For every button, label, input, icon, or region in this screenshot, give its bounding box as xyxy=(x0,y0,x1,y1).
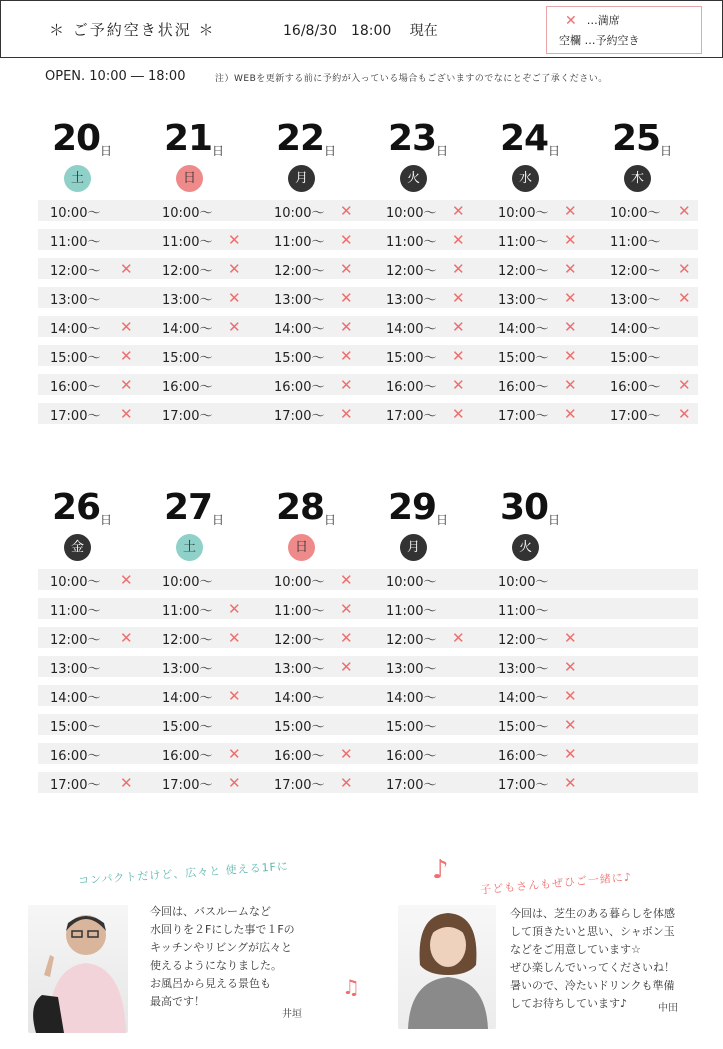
time-label: 15:00～ xyxy=(50,720,101,735)
time-label: 15:00～ xyxy=(498,351,549,366)
time-slot xyxy=(374,685,484,706)
full-x-icon: ✕ xyxy=(228,318,241,336)
time-label: 12:00～ xyxy=(498,264,549,279)
time-slot xyxy=(38,743,148,764)
time-label: 10:00～ xyxy=(498,206,549,221)
full-x-icon: ✕ xyxy=(340,318,353,336)
time-slot xyxy=(38,345,148,366)
full-x-icon: ✕ xyxy=(452,231,465,249)
day-date: 27 xyxy=(164,487,213,528)
full-x-icon: ✕ xyxy=(564,202,577,220)
time-slot xyxy=(598,200,708,221)
legend-empty: 空欄 …予約空き xyxy=(559,34,640,47)
full-x-icon: ✕ xyxy=(678,376,691,394)
weekday-badge: 土 xyxy=(64,165,91,192)
time-label: 11:00～ xyxy=(498,235,549,250)
time-slot xyxy=(374,569,484,590)
time-slot xyxy=(374,656,484,677)
full-x-icon: ✕ xyxy=(340,658,353,676)
full-x-icon: ✕ xyxy=(340,289,353,307)
day-date: 26 xyxy=(52,487,101,528)
time-slot xyxy=(150,374,260,395)
time-slot xyxy=(38,258,148,279)
time-slot xyxy=(486,374,596,395)
day-suffix: 日 xyxy=(436,144,449,158)
time-slot xyxy=(374,200,484,221)
time-slot xyxy=(262,403,372,424)
time-label: 13:00～ xyxy=(274,662,325,677)
full-x-icon: ✕ xyxy=(564,289,577,307)
time-label: 15:00～ xyxy=(610,351,661,366)
day-date: 28 xyxy=(276,487,325,528)
time-label: 17:00～ xyxy=(610,409,661,424)
day-date: 23 xyxy=(388,118,437,159)
time-slot xyxy=(150,258,260,279)
day-suffix: 日 xyxy=(548,513,561,527)
time-slot xyxy=(374,598,484,619)
time-slot xyxy=(38,316,148,337)
full-x-icon: ✕ xyxy=(120,571,133,589)
time-label: 11:00～ xyxy=(162,235,213,250)
full-x-icon: ✕ xyxy=(340,745,353,763)
day-date: 24 xyxy=(500,118,549,159)
time-slot xyxy=(486,229,596,250)
full-x-icon: ✕ xyxy=(564,629,577,647)
full-x-icon: ✕ xyxy=(340,202,353,220)
time-slot xyxy=(486,743,596,764)
time-label: 16:00～ xyxy=(50,749,101,764)
time-slot xyxy=(486,287,596,308)
time-slot xyxy=(38,656,148,677)
weekday-badge: 土 xyxy=(176,534,203,561)
time-slot xyxy=(38,229,148,250)
staff-catchphrase: コンパクトだけど、広々と 使える1Fに xyxy=(77,859,290,888)
day-suffix: 日 xyxy=(212,144,225,158)
full-x-icon: ✕ xyxy=(228,600,241,618)
time-label: 15:00～ xyxy=(162,720,213,735)
time-slot xyxy=(262,258,372,279)
full-x-icon: ✕ xyxy=(564,260,577,278)
time-slot xyxy=(598,229,708,250)
time-label: 17:00～ xyxy=(274,778,325,793)
full-x-icon: ✕ xyxy=(340,405,353,423)
time-slot xyxy=(38,569,148,590)
time-label: 15:00～ xyxy=(274,351,325,366)
time-label: 16:00～ xyxy=(162,749,213,764)
time-label: 12:00～ xyxy=(274,633,325,648)
day-date: 29 xyxy=(388,487,437,528)
full-x-icon: ✕ xyxy=(678,202,691,220)
full-x-icon: ✕ xyxy=(228,260,241,278)
time-label: 13:00～ xyxy=(610,293,661,308)
full-x-icon: ✕ xyxy=(228,231,241,249)
time-label: 15:00～ xyxy=(162,351,213,366)
full-x-icon: ✕ xyxy=(120,318,133,336)
day-suffix: 日 xyxy=(212,513,225,527)
full-x-icon: ✕ xyxy=(340,571,353,589)
day-date: 21 xyxy=(164,118,213,159)
full-x-icon: ✕ xyxy=(340,347,353,365)
full-x-icon: ✕ xyxy=(120,260,133,278)
time-slot xyxy=(262,627,372,648)
time-label: 11:00～ xyxy=(274,235,325,250)
time-label: 15:00～ xyxy=(498,720,549,735)
time-label: 10:00～ xyxy=(50,575,101,590)
time-slot xyxy=(598,345,708,366)
time-slot xyxy=(262,772,372,793)
time-slot xyxy=(150,403,260,424)
full-x-icon: ✕ xyxy=(452,376,465,394)
day-date: 25 xyxy=(612,118,661,159)
time-slot xyxy=(150,200,260,221)
full-x-icon: ✕ xyxy=(564,745,577,763)
music-note-icon: ♪ xyxy=(432,855,449,885)
day-suffix: 日 xyxy=(100,513,113,527)
full-x-icon: ✕ xyxy=(452,202,465,220)
time-slot xyxy=(38,374,148,395)
time-label: 10:00～ xyxy=(162,575,213,590)
staff-catchphrase: 子どもさんもぜひご一緒に♪ xyxy=(479,870,633,897)
time-label: 11:00～ xyxy=(274,604,325,619)
weekday-badge: 日 xyxy=(176,165,203,192)
update-note: 注）WEBを更新する前に予約が入っている場合もございますのでなにとぞご了承ください。 xyxy=(215,74,608,84)
time-label: 14:00～ xyxy=(162,322,213,337)
full-x-icon: ✕ xyxy=(564,318,577,336)
full-x-icon: ✕ xyxy=(340,629,353,647)
time-slot xyxy=(598,258,708,279)
time-label: 11:00～ xyxy=(610,235,661,250)
time-slot xyxy=(486,598,596,619)
full-x-icon: ✕ xyxy=(564,716,577,734)
time-label: 17:00～ xyxy=(498,778,549,793)
time-slot xyxy=(262,200,372,221)
time-label: 16:00～ xyxy=(162,380,213,395)
time-slot xyxy=(374,627,484,648)
time-slot xyxy=(486,345,596,366)
time-label: 12:00～ xyxy=(610,264,661,279)
time-label: 14:00～ xyxy=(386,322,437,337)
time-label: 13:00～ xyxy=(50,293,101,308)
time-label: 17:00～ xyxy=(498,409,549,424)
time-slot xyxy=(486,714,596,735)
time-slot xyxy=(486,656,596,677)
time-label: 12:00～ xyxy=(274,264,325,279)
time-label: 10:00～ xyxy=(498,575,549,590)
time-slot xyxy=(598,374,708,395)
time-label: 16:00～ xyxy=(610,380,661,395)
time-label: 11:00～ xyxy=(386,604,437,619)
update-timestamp: 16/8/30 18:00 現在 xyxy=(283,23,438,39)
time-label: 10:00～ xyxy=(274,206,325,221)
time-label: 12:00～ xyxy=(386,633,437,648)
time-slot xyxy=(374,258,484,279)
time-slot xyxy=(38,685,148,706)
full-x-icon: ✕ xyxy=(120,629,133,647)
time-slot xyxy=(38,627,148,648)
full-x-icon: ✕ xyxy=(452,260,465,278)
time-slot xyxy=(262,287,372,308)
time-slot xyxy=(374,714,484,735)
time-slot xyxy=(38,714,148,735)
full-x-icon: ✕ xyxy=(564,658,577,676)
time-label: 12:00～ xyxy=(386,264,437,279)
time-slot xyxy=(486,403,596,424)
day-suffix: 日 xyxy=(548,144,561,158)
time-slot xyxy=(262,743,372,764)
time-slot xyxy=(150,229,260,250)
time-label: 14:00～ xyxy=(498,322,549,337)
full-x-icon: ✕ xyxy=(120,347,133,365)
time-label: 12:00～ xyxy=(162,264,213,279)
time-label: 12:00～ xyxy=(498,633,549,648)
time-slot xyxy=(262,685,372,706)
time-label: 14:00～ xyxy=(162,691,213,706)
time-label: 13:00～ xyxy=(498,293,549,308)
day-date: 22 xyxy=(276,118,325,159)
time-slot xyxy=(486,685,596,706)
time-label: 14:00～ xyxy=(274,322,325,337)
full-x-icon: ✕ xyxy=(564,774,577,792)
time-label: 15:00～ xyxy=(274,720,325,735)
full-x-icon: ✕ xyxy=(452,629,465,647)
legend-full: ✕ …満席 xyxy=(565,13,620,29)
full-x-icon: ✕ xyxy=(452,318,465,336)
time-label: 13:00～ xyxy=(498,662,549,677)
time-slot xyxy=(262,656,372,677)
time-slot xyxy=(374,403,484,424)
time-label: 13:00～ xyxy=(386,662,437,677)
time-label: 16:00～ xyxy=(386,749,437,764)
time-label: 13:00～ xyxy=(162,662,213,677)
full-x-icon: ✕ xyxy=(564,405,577,423)
time-slot xyxy=(262,714,372,735)
day-date: 20 xyxy=(52,118,101,159)
time-label: 10:00～ xyxy=(386,575,437,590)
full-x-icon: ✕ xyxy=(228,687,241,705)
time-slot xyxy=(150,316,260,337)
weekday-badge: 火 xyxy=(512,534,539,561)
time-slot xyxy=(486,200,596,221)
time-slot xyxy=(150,627,260,648)
staff-message: 今回は、バスルームなど 水回りを２Fにした事で１Fの キッチンやリビングが広々と 使えるようになりました。 お風呂から見える景色も 最高です！ xyxy=(150,905,295,1008)
time-label: 14:00～ xyxy=(386,691,437,706)
time-slot xyxy=(262,598,372,619)
staff-name: 井垣 xyxy=(282,1009,302,1020)
time-slot xyxy=(374,287,484,308)
time-label: 11:00～ xyxy=(50,604,101,619)
staff-photo xyxy=(28,905,128,1033)
full-x-icon: ✕ xyxy=(452,347,465,365)
time-slot xyxy=(374,374,484,395)
time-label: 15:00～ xyxy=(386,351,437,366)
staff-photo xyxy=(398,905,496,1029)
time-slot xyxy=(262,569,372,590)
full-x-icon: ✕ xyxy=(120,405,133,423)
time-slot xyxy=(598,403,708,424)
day-suffix: 日 xyxy=(660,144,673,158)
full-x-icon: ✕ xyxy=(228,774,241,792)
time-label: 16:00～ xyxy=(274,749,325,764)
day-date: 30 xyxy=(500,487,549,528)
time-slot xyxy=(374,345,484,366)
weekday-badge: 月 xyxy=(400,534,427,561)
time-label: 15:00～ xyxy=(50,351,101,366)
time-slot xyxy=(262,229,372,250)
time-slot xyxy=(38,772,148,793)
full-x-icon: ✕ xyxy=(120,376,133,394)
time-slot xyxy=(486,316,596,337)
time-label: 16:00～ xyxy=(498,380,549,395)
time-label: 13:00～ xyxy=(50,662,101,677)
time-slot xyxy=(598,316,708,337)
legend xyxy=(546,6,702,54)
full-x-icon: ✕ xyxy=(678,260,691,278)
time-slot xyxy=(38,598,148,619)
time-slot xyxy=(374,743,484,764)
day-suffix: 日 xyxy=(436,513,449,527)
time-slot xyxy=(486,258,596,279)
full-x-icon: ✕ xyxy=(228,629,241,647)
time-slot xyxy=(150,685,260,706)
time-slot xyxy=(150,656,260,677)
full-x-icon: ✕ xyxy=(564,687,577,705)
page-title: ＊ ご予約空き状況 ＊ xyxy=(49,21,216,39)
time-label: 16:00～ xyxy=(498,749,549,764)
time-label: 14:00～ xyxy=(50,322,101,337)
full-x-icon: ✕ xyxy=(120,774,133,792)
staff-message: 今回は、芝生のある暮らしを体感 して頂きたいと思い、シャボン玉 などをご用意しています☆ ぜひ楽しんでいってくださいね！ 暑いので、冷たいドリンクも準備 してお待ちしています♪ xyxy=(510,907,675,1010)
day-suffix: 日 xyxy=(324,144,337,158)
time-slot xyxy=(374,316,484,337)
full-x-icon: ✕ xyxy=(340,260,353,278)
time-label: 12:00～ xyxy=(50,264,101,279)
day-suffix: 日 xyxy=(324,513,337,527)
time-slot xyxy=(150,287,260,308)
full-x-icon: ✕ xyxy=(564,231,577,249)
time-slot xyxy=(150,345,260,366)
staff-section xyxy=(0,835,723,1049)
time-label: 17:00～ xyxy=(386,409,437,424)
full-x-icon: ✕ xyxy=(452,405,465,423)
time-label: 11:00～ xyxy=(386,235,437,250)
time-label: 13:00～ xyxy=(274,293,325,308)
x-mark-icon: ✕ xyxy=(565,13,577,29)
full-x-icon: ✕ xyxy=(340,774,353,792)
time-slot xyxy=(262,316,372,337)
time-slot xyxy=(150,569,260,590)
time-label: 14:00～ xyxy=(50,691,101,706)
full-x-icon: ✕ xyxy=(452,289,465,307)
time-slot xyxy=(598,287,708,308)
time-label: 17:00～ xyxy=(386,778,437,793)
full-x-icon: ✕ xyxy=(678,289,691,307)
time-label: 17:00～ xyxy=(50,409,101,424)
time-slot xyxy=(38,200,148,221)
time-slot xyxy=(486,569,596,590)
full-x-icon: ✕ xyxy=(678,405,691,423)
time-slot xyxy=(486,772,596,793)
full-x-icon: ✕ xyxy=(340,376,353,394)
time-label: 17:00～ xyxy=(162,778,213,793)
weekday-badge: 日 xyxy=(288,534,315,561)
time-label: 17:00～ xyxy=(50,778,101,793)
time-slot xyxy=(150,743,260,764)
staff-name: 中田 xyxy=(658,1003,678,1014)
header-bar xyxy=(0,0,723,58)
time-label: 13:00～ xyxy=(386,293,437,308)
time-label: 14:00～ xyxy=(610,322,661,337)
time-label: 13:00～ xyxy=(162,293,213,308)
person-icon xyxy=(28,905,128,1033)
full-x-icon: ✕ xyxy=(228,745,241,763)
time-label: 17:00～ xyxy=(274,409,325,424)
time-slot xyxy=(262,345,372,366)
time-slot xyxy=(486,627,596,648)
weekday-badge: 木 xyxy=(624,165,651,192)
time-label: 10:00～ xyxy=(162,206,213,221)
time-slot xyxy=(150,772,260,793)
weekday-badge: 水 xyxy=(512,165,539,192)
full-x-icon: ✕ xyxy=(564,376,577,394)
time-slot xyxy=(374,772,484,793)
full-x-icon: ✕ xyxy=(564,347,577,365)
full-x-icon: ✕ xyxy=(228,289,241,307)
weekday-badge: 金 xyxy=(64,534,91,561)
time-label: 14:00～ xyxy=(498,691,549,706)
time-label: 16:00～ xyxy=(50,380,101,395)
full-x-icon: ✕ xyxy=(340,231,353,249)
time-label: 10:00～ xyxy=(610,206,661,221)
time-slot xyxy=(38,287,148,308)
time-label: 17:00～ xyxy=(162,409,213,424)
time-label: 12:00～ xyxy=(162,633,213,648)
time-label: 10:00～ xyxy=(50,206,101,221)
time-slot xyxy=(38,403,148,424)
time-label: 11:00～ xyxy=(50,235,101,250)
time-label: 16:00～ xyxy=(386,380,437,395)
open-hours: OPEN. 10:00 ― 18:00 xyxy=(45,69,186,84)
person-icon xyxy=(398,905,496,1029)
music-note-icon: ♫ xyxy=(342,975,360,999)
time-label: 12:00～ xyxy=(50,633,101,648)
time-label: 11:00～ xyxy=(162,604,213,619)
time-label: 16:00～ xyxy=(274,380,325,395)
weekday-badge: 火 xyxy=(400,165,427,192)
weekday-badge: 月 xyxy=(288,165,315,192)
time-label: 14:00～ xyxy=(274,691,325,706)
time-slot xyxy=(262,374,372,395)
time-slot xyxy=(374,229,484,250)
time-slot xyxy=(150,598,260,619)
full-x-icon: ✕ xyxy=(340,600,353,618)
time-label: 11:00～ xyxy=(498,604,549,619)
time-label: 10:00～ xyxy=(386,206,437,221)
time-label: 15:00～ xyxy=(386,720,437,735)
time-slot xyxy=(150,714,260,735)
day-suffix: 日 xyxy=(100,144,113,158)
time-label: 10:00～ xyxy=(274,575,325,590)
